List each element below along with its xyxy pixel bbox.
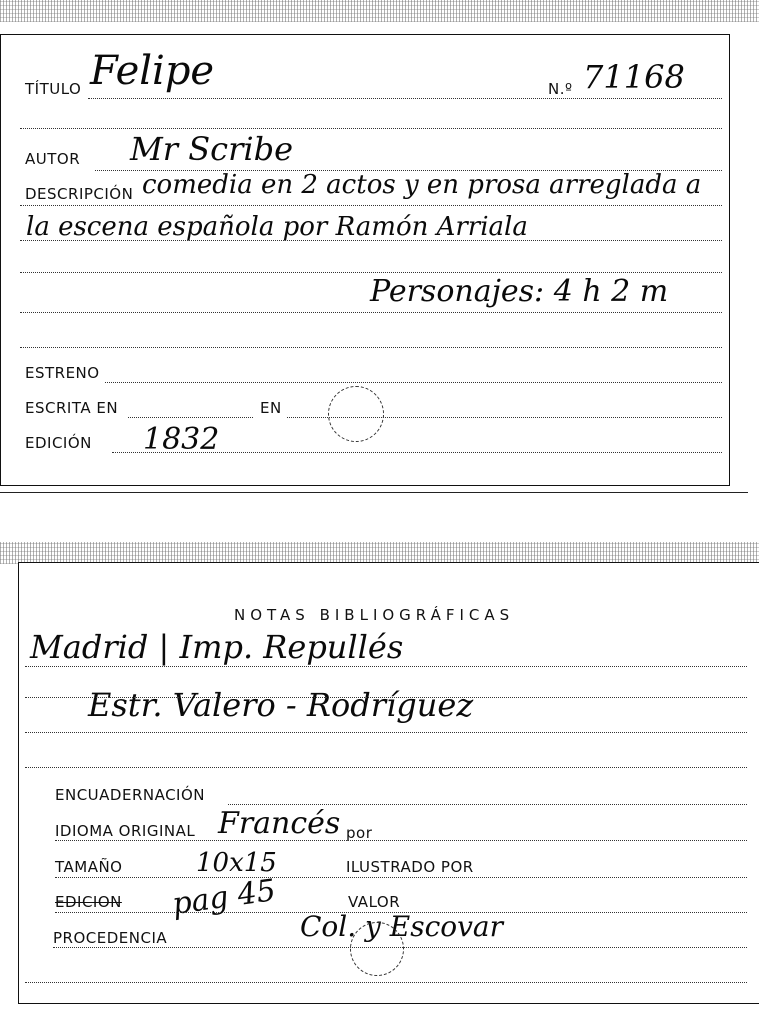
descripcion-rule1: [20, 205, 722, 206]
tamano-label: TAMAÑO: [55, 858, 123, 876]
tamano-value: 10x15: [196, 848, 277, 878]
escrita-line: [128, 417, 253, 418]
scan-edge-top: [0, 0, 759, 22]
encuadernacion-label: ENCUADERNACIÓN: [55, 786, 206, 804]
procedencia-label: PROCEDENCIA: [53, 929, 168, 947]
estreno-label: ESTRENO: [25, 364, 100, 382]
personajes-note: Personajes: 4 h 2 m: [370, 274, 669, 309]
descripcion-rule2: [20, 240, 722, 241]
blank-line: [25, 982, 747, 983]
titulo-value: Felipe: [90, 48, 215, 94]
autor-label: AUTOR: [25, 150, 81, 168]
descripcion-line1: comedia en 2 actos y en prosa arreglada a: [142, 170, 702, 200]
blank-line: [20, 347, 722, 348]
numero-value: 71168: [583, 58, 685, 96]
encuadernacion-line: [228, 804, 747, 805]
titulo-line: [88, 98, 722, 99]
procedencia-value: Col. y Escovar: [300, 910, 503, 943]
valor-label: VALOR: [348, 893, 401, 911]
library-stamp: [328, 386, 384, 442]
blank-line: [20, 128, 722, 129]
card-bottom-rule: [0, 492, 748, 493]
titulo-label: TÍTULO: [25, 80, 82, 98]
descripcion-label: DESCRIPCIÓN: [25, 185, 134, 203]
numero-label: N.º: [548, 80, 573, 98]
descripcion-line2: la escena española por Ramón Arriala: [26, 212, 528, 242]
en-label: EN: [260, 399, 282, 417]
tamano-line: [55, 877, 747, 878]
library-stamp-2: [350, 922, 404, 976]
estreno-line: [105, 382, 722, 383]
ilustrado-label: ILUSTRADO POR: [346, 858, 474, 876]
blank-line: [20, 272, 722, 273]
edicion-value: 1832: [143, 422, 220, 457]
blank-line: [20, 312, 722, 313]
por-label: por: [346, 824, 373, 842]
idioma-line: [55, 840, 747, 841]
edicion-line: [112, 452, 722, 453]
edicion-label-struck: EDICION: [55, 893, 122, 911]
notes-line2: Estr. Valero - Rodríguez: [88, 686, 474, 724]
autor-value: Mr Scribe: [130, 130, 294, 168]
scan-edge-middle: [0, 542, 759, 564]
notes-rule2: [25, 697, 747, 698]
pag-value: pag 45: [170, 872, 278, 923]
notas-heading: NOTAS BIBLIOGRÁFICAS: [234, 606, 515, 624]
notes-line1: Madrid | Imp. Repullés: [30, 628, 404, 666]
notes-rule1: [25, 666, 747, 667]
idioma-value: Francés: [218, 806, 341, 841]
notes-rule4: [25, 767, 747, 768]
idioma-label: IDIOMA ORIGINAL: [55, 822, 196, 840]
escrita-label: ESCRITA EN: [25, 399, 119, 417]
edicion-label: EDICIÓN: [25, 434, 92, 452]
notes-rule3: [25, 732, 747, 733]
